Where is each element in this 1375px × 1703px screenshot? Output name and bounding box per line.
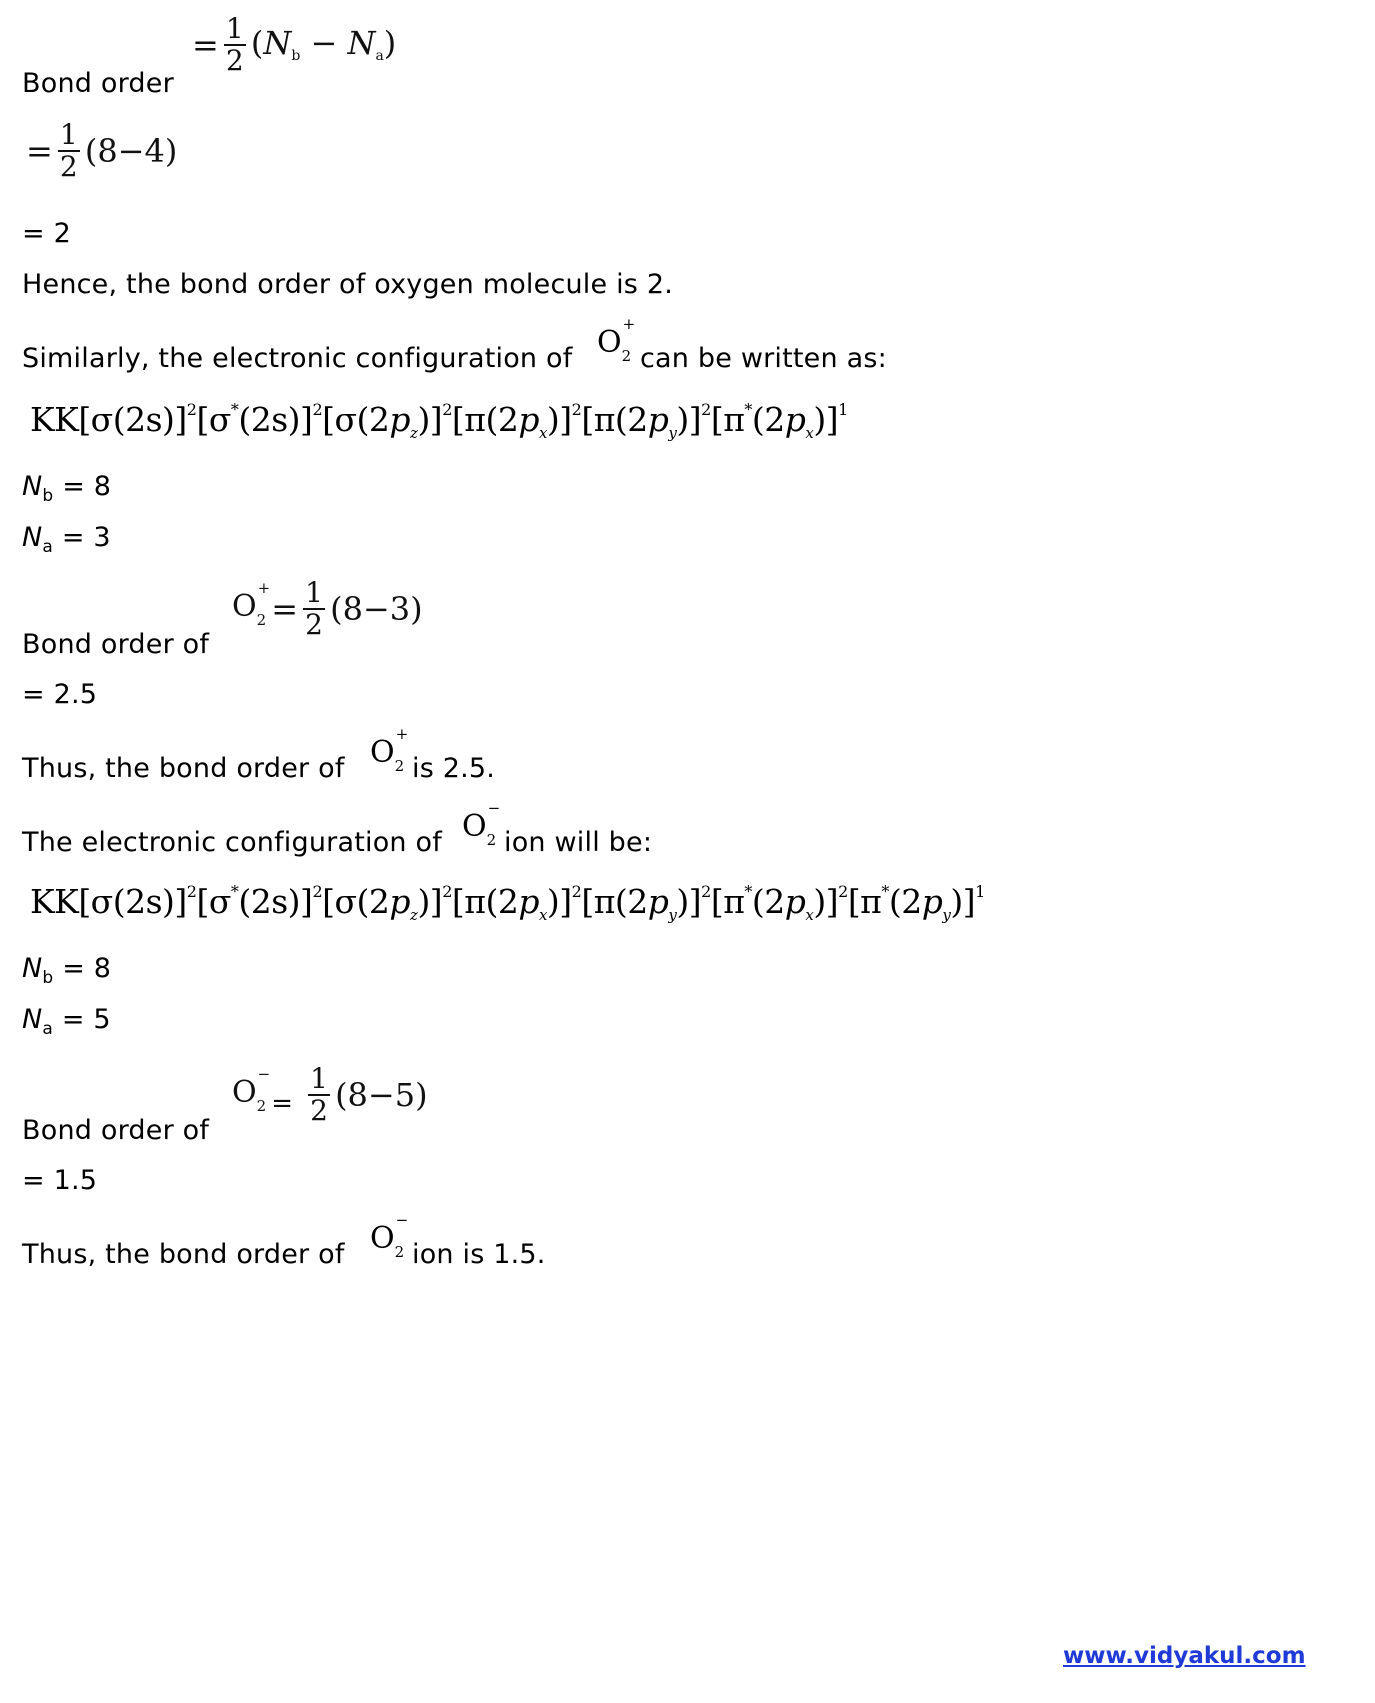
o2minus-conclusion-suffix: ion is 1.5.: [412, 1239, 546, 1270]
ion-element: O: [462, 809, 487, 844]
nb-symbol: N: [22, 953, 43, 984]
term-pi-star-2px-mid: (2: [751, 400, 785, 439]
term-sigma-2pz: [σ(2: [322, 882, 390, 921]
orbital-p: p: [518, 882, 539, 921]
footer-website-link[interactable]: www.vidyakul.com: [1063, 1643, 1306, 1669]
o2minus-configuration: [30, 884, 985, 923]
o2minus-na-line: [22, 1006, 111, 1038]
orbital-subscript-x: x: [538, 424, 547, 442]
o2minus-nb-line: [22, 955, 111, 987]
term-pi-star-2px: [π: [710, 882, 745, 921]
fraction-expression: (8−5): [335, 1076, 428, 1114]
na-subscript: a: [42, 537, 54, 557]
term-pi-star-2px-end: )]: [813, 400, 839, 439]
fraction-numerator: 1: [310, 1062, 328, 1095]
o2minus-ion-symbol: [462, 799, 501, 849]
o2minus-intro-text: The electronic configuration of: [22, 827, 442, 858]
orbital-p: p: [518, 400, 539, 439]
term-exponent: 2: [442, 882, 452, 901]
ion-element: O: [370, 735, 395, 770]
antibonding-star: *: [230, 882, 239, 901]
o2plus-ion-symbol: [370, 725, 409, 775]
term-exponent: 2: [571, 882, 582, 901]
term-exponent: 2: [186, 882, 197, 901]
ion-charge: −: [257, 1065, 271, 1083]
bond-order-label: Bond order: [22, 68, 174, 99]
orbital-p: p: [647, 882, 669, 921]
equals-sign: =: [271, 590, 299, 628]
term-sigma-2pz-end: )]: [417, 400, 443, 439]
term-pi-2px: [π(2: [451, 882, 519, 921]
nb-minus-na: [251, 24, 396, 62]
ion-charge: −: [395, 1211, 409, 1229]
orbital-subscript-y: y: [942, 906, 951, 924]
term-sigma-2s: [σ(2s)]: [78, 400, 187, 439]
orbital-subscript-y: y: [668, 424, 677, 442]
open-paren: (: [250, 24, 264, 62]
fraction-denominator: 2: [225, 44, 244, 77]
orbital-subscript-x: x: [805, 424, 814, 442]
ion-subscript: 2: [621, 347, 632, 365]
term-sigma-2pz: [σ(2: [322, 400, 390, 439]
close-paren: ): [383, 24, 397, 62]
na-value: = 3: [61, 522, 111, 553]
o2-result: = 2: [22, 218, 71, 249]
fraction-numerator: 1: [59, 118, 78, 151]
term-pi-2py: [π(2: [581, 400, 648, 439]
o2plus-conclusion-suffix: is 2.5.: [412, 753, 496, 784]
term-pi-2py-end: )]: [676, 882, 702, 921]
term-sigma-star-2s-end: (2s)]: [238, 882, 313, 921]
fraction-denominator: 2: [305, 608, 323, 641]
o2plus-conclusion-text: Thus, the bond order of: [22, 753, 345, 784]
term-exponent: 2: [442, 400, 452, 419]
ion-charge: +: [622, 315, 636, 333]
orbital-subscript-x: x: [805, 906, 814, 924]
ion-subscript: 2: [394, 1243, 405, 1261]
ion-subscript: 2: [486, 831, 497, 849]
term-exponent: 2: [571, 400, 582, 419]
equals-sign: =: [271, 1088, 294, 1119]
o2plus-ion-inline: [232, 579, 271, 629]
o2plus-result: = 2.5: [22, 679, 98, 710]
term-exponent: 2: [312, 400, 323, 419]
term-pi-2py: [π(2: [581, 882, 648, 921]
term-sigma-star-2s: [σ: [196, 400, 231, 439]
term-pi-star-2py-end: )]: [950, 882, 976, 921]
term-exponent: 2: [312, 882, 323, 901]
term-pi-2px-end: )]: [546, 882, 572, 921]
equals-sign: =: [26, 132, 53, 170]
o2plus-configuration: [30, 402, 848, 441]
na-subscript: a: [375, 48, 384, 64]
fraction-expression: (8−4): [84, 132, 178, 170]
nb-subscript: b: [42, 968, 54, 988]
nb-subscript: b: [42, 486, 54, 506]
ion-charge: +: [395, 725, 409, 743]
o2minus-intro-suffix: ion will be:: [504, 827, 653, 858]
o2plus-nb-line: [22, 473, 111, 505]
term-exponent: 1: [975, 882, 985, 901]
minus-sign: −: [310, 24, 338, 62]
term-exponent: 1: [838, 400, 848, 419]
term-sigma-2s: [σ(2s)]: [78, 882, 187, 921]
o2plus-na-line: [22, 524, 111, 556]
ion-element: O: [232, 1075, 257, 1110]
nb-subscript: b: [291, 48, 301, 64]
orbital-subscript-y: y: [668, 906, 677, 924]
antibonding-star: *: [744, 882, 752, 901]
nb-symbol: N: [263, 24, 292, 62]
fraction-half: [58, 120, 80, 182]
orbital-subscript-z: z: [410, 906, 418, 924]
orbital-p: p: [389, 882, 411, 921]
na-symbol: N: [22, 522, 43, 553]
o2-formula: [26, 120, 177, 182]
term-pi-star-2px-end: )]: [813, 882, 839, 921]
kk-core: KK: [30, 400, 79, 439]
antibonding-star: *: [230, 400, 239, 419]
ion-charge: −: [487, 799, 501, 817]
o2plus-intro-suffix: can be written as:: [640, 343, 887, 374]
term-pi-2py-end: )]: [676, 400, 702, 439]
term-pi-star-2px: [π: [710, 400, 745, 439]
ion-subscript: 2: [394, 757, 405, 775]
o2plus-formula: [232, 578, 423, 640]
fraction-numerator: 1: [305, 576, 323, 609]
na-value: = 5: [61, 1004, 111, 1035]
term-pi-star-2py-mid: (2: [888, 882, 922, 921]
o2plus-bond-order-label: Bond order of: [22, 629, 210, 660]
nb-value: = 8: [62, 953, 112, 984]
o2minus-result: = 1.5: [22, 1165, 98, 1196]
o2minus-ion-inline: [232, 1065, 271, 1115]
na-symbol: N: [22, 1004, 43, 1035]
term-exponent: 2: [838, 882, 848, 901]
equals-sign: =: [192, 26, 219, 64]
term-pi-2px: [π(2: [451, 400, 519, 439]
term-pi-2px-end: )]: [546, 400, 572, 439]
fraction-half: [308, 1064, 330, 1126]
antibonding-star: *: [744, 400, 752, 419]
o2plus-ion-symbol: [597, 315, 636, 365]
ion-element: O: [232, 589, 257, 624]
fraction-expression: (8−3): [330, 590, 423, 628]
orbital-subscript-x: x: [538, 906, 547, 924]
term-exponent: 2: [186, 400, 197, 419]
term-sigma-star-2s-end: (2s)]: [238, 400, 313, 439]
ion-element: O: [370, 1221, 395, 1256]
term-pi-star-2py: [π: [847, 882, 882, 921]
fraction-half: [224, 14, 246, 76]
o2minus-formula: [232, 1064, 428, 1126]
ion-subscript: 2: [256, 611, 267, 629]
term-sigma-star-2s: [σ: [196, 882, 231, 921]
ion-subscript: 2: [256, 1097, 267, 1115]
na-subscript: a: [42, 1019, 54, 1039]
fraction-half: [303, 578, 325, 640]
kk-core: KK: [30, 882, 79, 921]
o2-conclusion: Hence, the bond order of oxygen molecule is 2.: [22, 269, 674, 300]
antibonding-star: *: [881, 882, 889, 901]
term-exponent: 2: [701, 882, 711, 901]
fraction-denominator: 2: [310, 1094, 328, 1127]
orbital-subscript-z: z: [410, 424, 418, 442]
orbital-p: p: [784, 400, 806, 439]
na-symbol: N: [347, 24, 376, 62]
o2plus-intro-text: Similarly, the electronic configuration of: [22, 343, 573, 374]
term-pi-star-2px-mid: (2: [751, 882, 785, 921]
o2minus-bond-order-label: Bond order of: [22, 1115, 210, 1146]
ion-element: O: [597, 325, 622, 360]
fraction-numerator: 1: [225, 12, 244, 45]
orbital-p: p: [389, 400, 411, 439]
term-sigma-2pz-end: )]: [417, 882, 443, 921]
o2minus-ion-symbol: [370, 1211, 409, 1261]
o2minus-conclusion-text: Thus, the bond order of: [22, 1239, 345, 1270]
orbital-p: p: [784, 882, 806, 921]
ion-charge: +: [257, 579, 271, 597]
nb-symbol: N: [22, 471, 43, 502]
nb-value: = 8: [62, 471, 112, 502]
general-formula: [192, 14, 396, 76]
orbital-p: p: [921, 882, 943, 921]
term-exponent: 2: [701, 400, 711, 419]
orbital-p: p: [647, 400, 669, 439]
fraction-denominator: 2: [59, 150, 78, 183]
